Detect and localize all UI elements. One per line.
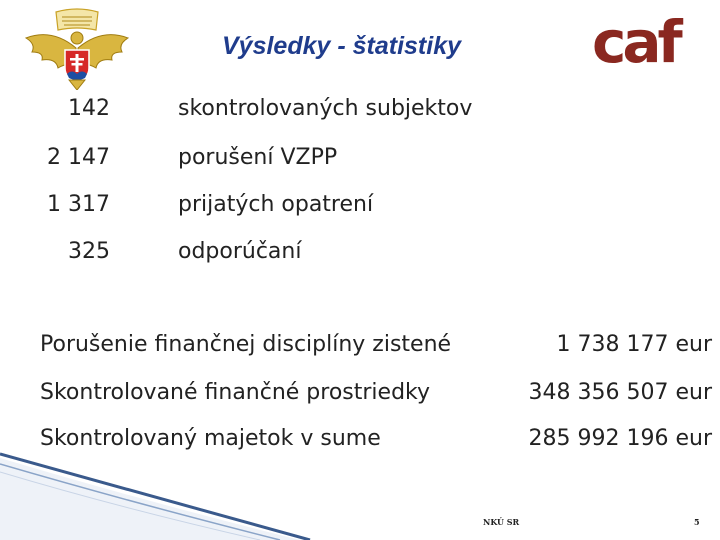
finance-value-discipline: 1 738 177 eur xyxy=(556,332,712,357)
stat-number-subjects: 142 xyxy=(68,96,110,121)
stat-number-violations: 2 147 xyxy=(47,145,110,170)
nku-sr-emblem-icon xyxy=(22,8,132,90)
finance-label-discipline: Porušenie finančnej disciplíny zistené xyxy=(40,332,452,357)
stat-number-measures: 1 317 xyxy=(47,192,110,217)
caf-logo-text: caf xyxy=(592,10,679,76)
decorative-swoosh xyxy=(0,440,720,540)
stat-label-violations: porušení VZPP xyxy=(178,145,338,170)
finance-label-funds: Skontrolované finančné prostriedky xyxy=(40,380,431,405)
stat-label-measures: prijatých opatrení xyxy=(178,192,374,217)
footer-organization: NKÚ SR xyxy=(483,517,520,527)
stat-label-subjects: skontrolovaných subjektov xyxy=(178,96,473,121)
footer-page-number: 5 xyxy=(694,517,700,527)
finance-value-funds: 348 356 507 eur xyxy=(528,380,712,405)
finance-label-assets: Skontrolovaný majetok v sume xyxy=(40,426,381,451)
stat-label-recommendations: odporúčaní xyxy=(178,239,302,264)
page-title: Výsledky - štatistiky xyxy=(222,32,462,60)
caf-logo-icon xyxy=(590,10,690,90)
stat-number-recommendations: 325 xyxy=(68,239,110,264)
finance-value-assets: 285 992 196 eur xyxy=(528,426,712,451)
